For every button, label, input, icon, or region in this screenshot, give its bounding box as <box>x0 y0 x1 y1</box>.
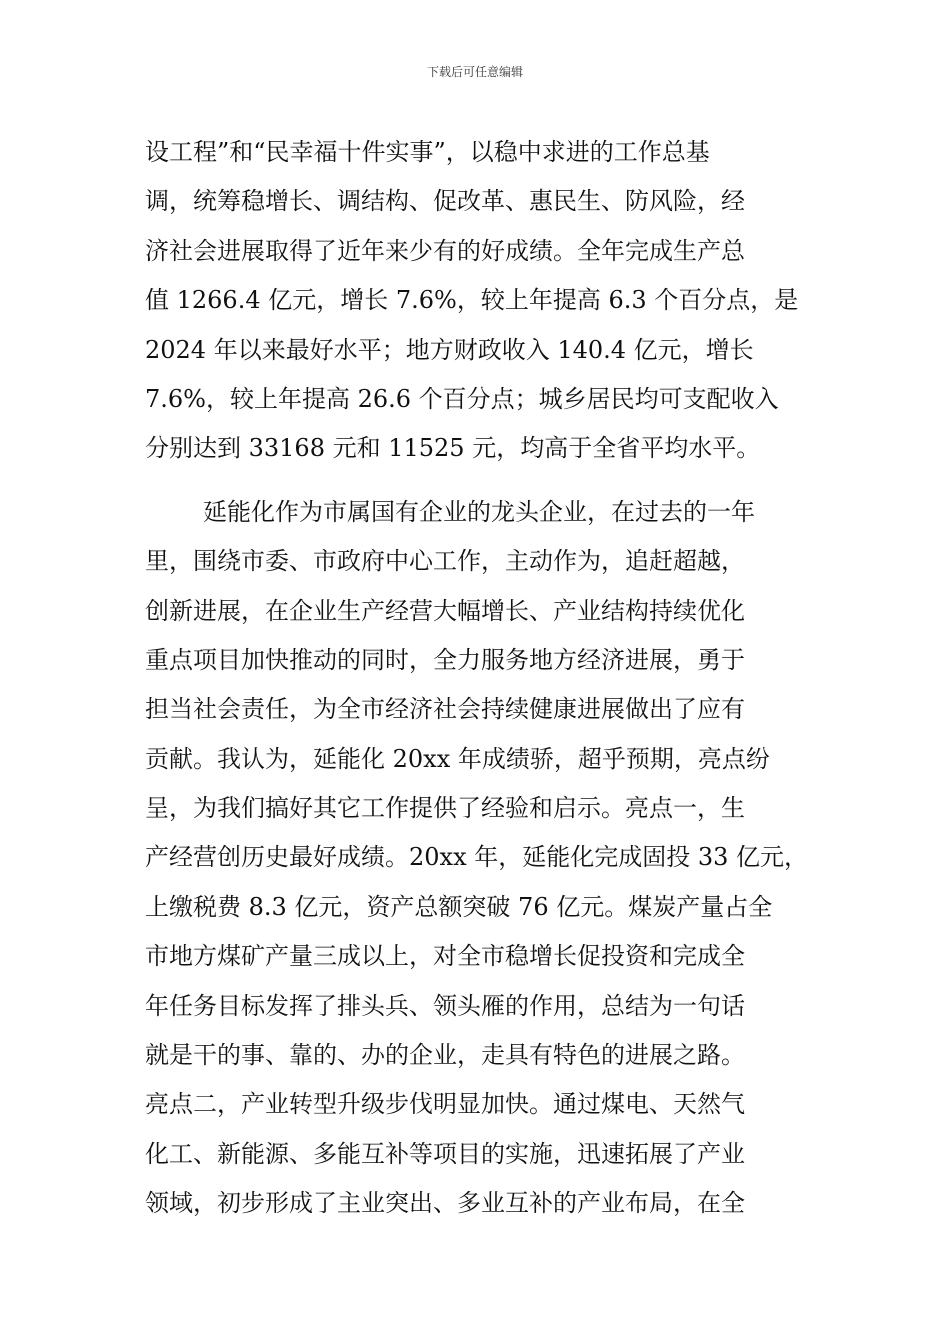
text-line: 里，围绕市委、市政府中心工作，主动作为，追赶超越， <box>145 547 745 576</box>
text-line: 济社会进展取得了近年来少有的好成绩。全年完成生产总 <box>145 236 745 265</box>
text-line: 市地方煤矿产量三成以上，对全市稳增长促投资和完成全 <box>145 942 745 971</box>
text-line: 2024 年以来最好水平；地方财政收入 140.4 亿元，增长 <box>145 335 754 364</box>
text-line: 领域，初步形成了主业突出、多业互补的产业布局，在全 <box>145 1189 745 1218</box>
text-line: 7.6%，较上年提高 26.6 个百分点；城乡居民均可支配收入 <box>145 384 779 413</box>
text-line: 年任务目标发挥了排头兵、领头雁的作用，总结为一句话 <box>145 991 745 1020</box>
text-line: 产经营创历史最好成绩。20xx 年，延能化完成固投 33 亿元， <box>145 843 809 872</box>
text-line: 亮点二，产业转型升级步伐明显加快。通过煤电、天然气 <box>145 1090 745 1119</box>
text-line: 设工程”和“民幸福十件实事”，以稳中求进的工作总基 <box>145 138 710 166</box>
text-line: 上缴税费 8.3 亿元，资产总额突破 76 亿元。煤炭产量占全 <box>145 892 773 921</box>
paragraph-spacer <box>145 474 815 488</box>
paragraph-1 <box>145 128 815 474</box>
text-line: 重点项目加快推动的同时，全力服务地方经济进展，勇于 <box>145 645 745 674</box>
text-line: 创新进展，在企业生产经营大幅增长、产业结构持续优化 <box>145 596 745 625</box>
page-header-note: 下载后可任意编辑 <box>426 65 523 79</box>
paragraph-2 <box>145 488 815 1229</box>
text-line: 值 1266.4 亿元，增长 7.6%，较上年提高 6.3 个百分点，是 <box>145 286 799 315</box>
text-line: 呈，为我们搞好其它工作提供了经验和启示。亮点一，生 <box>145 794 745 823</box>
text-line: 就是干的事、靠的、办的企业，走具有特色的进展之路。 <box>145 1041 745 1070</box>
text-line: 调，统筹稳增长、调结构、促改革、惠民生、防风险，经 <box>145 187 745 216</box>
text-line: 分别达到 33168 元和 11525 元，均高于全省平均水平。 <box>145 434 761 463</box>
text-line: 担当社会责任，为全市经济社会持续健康进展做出了应有 <box>145 695 745 724</box>
text-line: 延能化作为市属国有企业的龙头企业，在过去的一年 <box>203 497 755 526</box>
text-line: 贡献。我认为，延能化 20xx 年成绩骄，超乎预期，亮点纷 <box>145 744 770 773</box>
text-line: 化工、新能源、多能互补等项目的实施，迅速拓展了产业 <box>145 1139 745 1168</box>
document-body <box>145 128 815 1229</box>
